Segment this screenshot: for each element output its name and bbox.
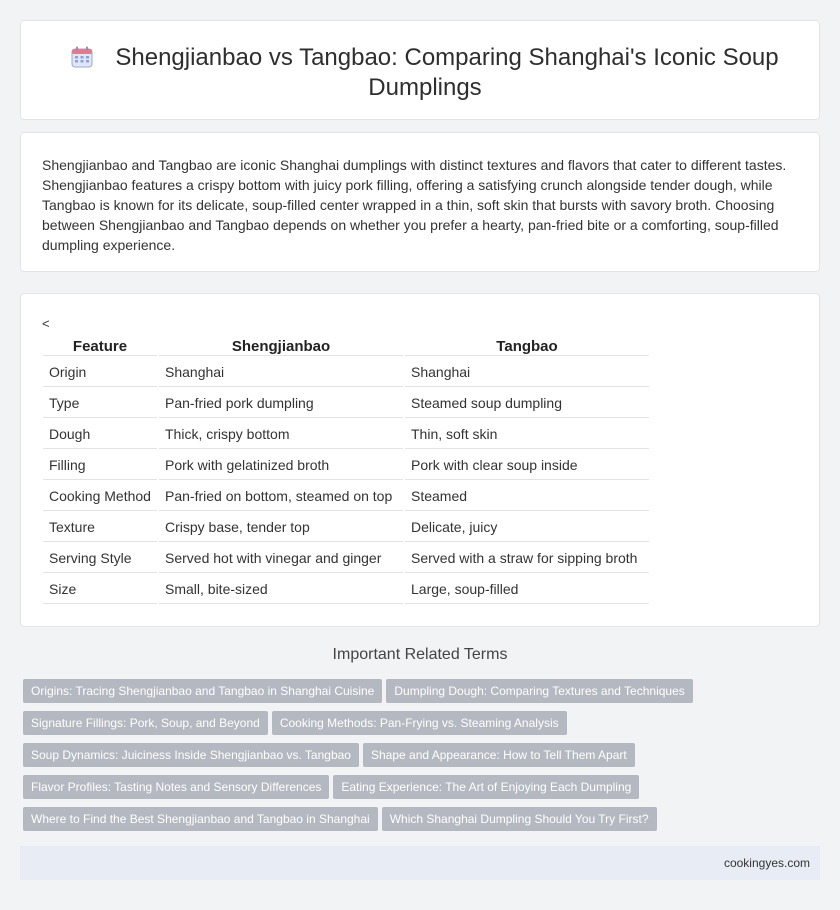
table-cell: Steamed — [405, 482, 649, 511]
intro-paragraph: Shengjianbao and Tangbao are iconic Shanghai dumplings with distinct textures and flavors that cater to different tastes. Shengjianbao features a crispy bottom with juicy pork filling, offering a satisfying crunch alongside tender dough, while Tangbao is known for its delicate, soup-filled center wrapped in a thin, soft skin that bursts with savory broth. Choosing between Shengjianbao and Tangbao depends on whether you prefer a hearty, pan-fried bite or a comforting, soup-filled dumpling experience. — [42, 157, 787, 253]
table-cell: Pork with gelatinized broth — [159, 451, 403, 480]
table-cell: Delicate, juicy — [405, 513, 649, 542]
table-cell: Thin, soft skin — [405, 420, 649, 449]
comparison-card — [20, 293, 820, 627]
related-term-link[interactable]: Which Shanghai Dumpling Should You Try First? — [382, 807, 657, 831]
table-cell: Size — [43, 575, 157, 604]
table-cell: Small, bite-sized — [159, 575, 403, 604]
footer-site: cookingyes.com — [723, 856, 810, 870]
related-term-link[interactable]: Origins: Tracing Shengjianbao and Tangbao in Shanghai Cuisine — [23, 679, 382, 703]
table-row — [43, 358, 649, 387]
related-terms-list — [23, 679, 703, 839]
table-header-row — [43, 334, 649, 356]
related-terms-row — [23, 679, 703, 711]
table-cell: Dough — [43, 420, 157, 449]
table-cell: Served hot with vinegar and ginger — [159, 544, 403, 573]
table-row — [43, 420, 649, 449]
table-row — [43, 451, 649, 480]
table-cell: Steamed soup dumpling — [405, 389, 649, 418]
column-header: Shengjianbao — [159, 334, 403, 356]
table-row — [43, 513, 649, 542]
table-cell: Texture — [43, 513, 157, 542]
table-cell: Cooking Method — [43, 482, 157, 511]
table-row — [43, 544, 649, 573]
page-title-wrap — [71, 43, 779, 103]
related-term-link[interactable]: Cooking Methods: Pan-Frying vs. Steaming Analysis — [272, 711, 567, 735]
table-cell: Origin — [43, 358, 157, 387]
table-row — [43, 482, 649, 511]
related-term-link[interactable]: Dumpling Dough: Comparing Textures and Techniques — [386, 679, 692, 703]
table-cell: Thick, crispy bottom — [159, 420, 403, 449]
related-term-link[interactable]: Shape and Appearance: How to Tell Them Apart — [363, 743, 635, 767]
column-header: Feature — [43, 334, 157, 356]
table-body — [43, 358, 649, 604]
related-terms-row — [23, 711, 703, 743]
related-terms-title: Important Related Terms — [332, 646, 508, 663]
related-term-link[interactable]: Eating Experience: The Art of Enjoying Each Dumpling — [333, 775, 639, 799]
related-terms-row — [23, 743, 703, 775]
table-cell: Shanghai — [159, 358, 403, 387]
table-cell: Served with a straw for sipping broth — [405, 544, 649, 573]
table-cell: Filling — [43, 451, 157, 480]
table-cell: Shanghai — [405, 358, 649, 387]
table-cell: Serving Style — [43, 544, 157, 573]
footer — [20, 846, 820, 880]
table-cell: Large, soup-filled — [405, 575, 649, 604]
page-title: Shengjianbao vs Tangbao: Comparing Shanghai's Iconic Soup Dumplings — [115, 44, 779, 101]
title-card — [20, 20, 820, 120]
related-term-link[interactable]: Signature Fillings: Pork, Soup, and Beyond — [23, 711, 268, 735]
intro-card — [20, 132, 820, 272]
table-cell: Pan-fried pork dumpling — [159, 389, 403, 418]
related-term-link[interactable]: Where to Find the Best Shengjianbao and Tangbao in Shanghai — [23, 807, 378, 831]
table-cell: Type — [43, 389, 157, 418]
stray-mark: < — [42, 316, 50, 331]
table-cell: Pork with clear soup inside — [405, 451, 649, 480]
comparison-table — [41, 332, 651, 606]
related-term-link[interactable]: Soup Dynamics: Juiciness Inside Shengjianbao vs. Tangbao — [23, 743, 359, 767]
column-header: Tangbao — [405, 334, 649, 356]
related-terms-row — [23, 775, 703, 807]
table-cell: Crispy base, tender top — [159, 513, 403, 542]
table-row — [43, 389, 649, 418]
calendar-icon — [71, 46, 93, 68]
table-row — [43, 575, 649, 604]
related-terms-row — [23, 807, 703, 839]
related-term-link[interactable]: Flavor Profiles: Tasting Notes and Sensory Differences — [23, 775, 329, 799]
table-cell: Pan-fried on bottom, steamed on top — [159, 482, 403, 511]
